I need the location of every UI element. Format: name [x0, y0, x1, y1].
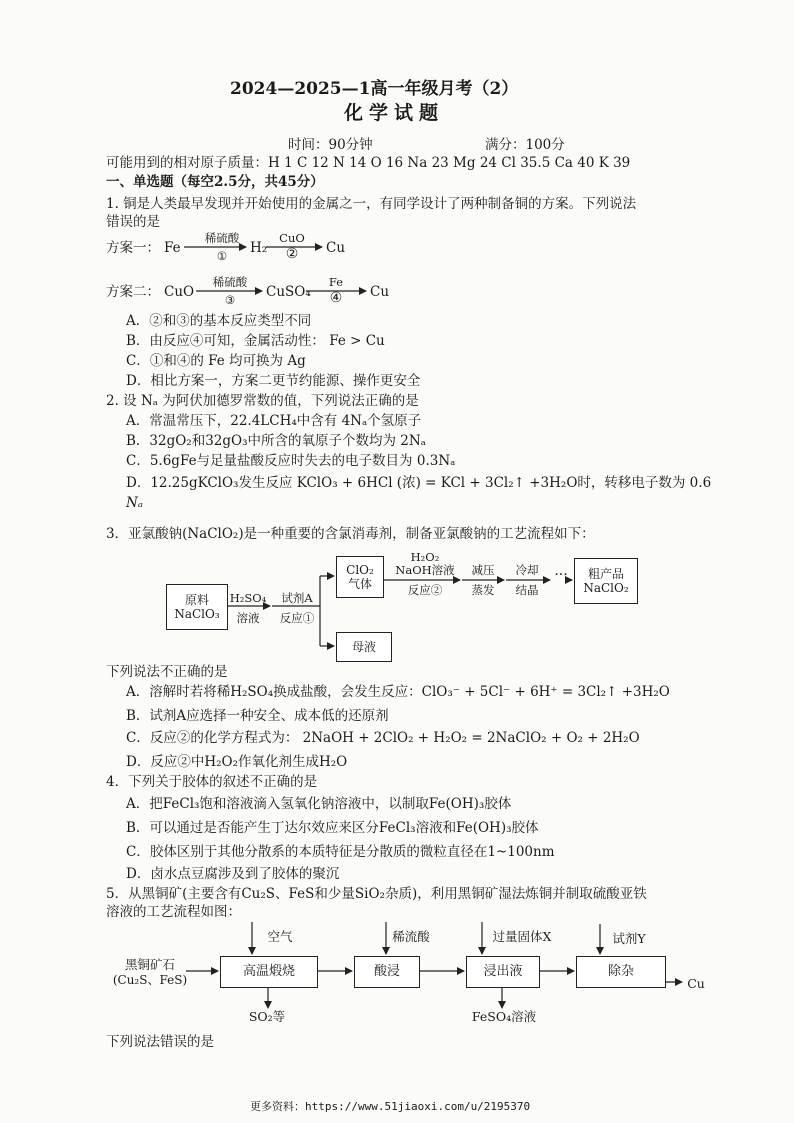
flow5-purify-label: 除杂	[607, 964, 634, 979]
flow-crystallize: 结晶	[515, 583, 539, 597]
q3-option-a: A．溶解时若将稀H₂SO₄换成盐酸，会发生反应：ClO₃⁻ + 5Cl⁻ + 6H⁺ = 3Cl₂↑ +3H₂O	[126, 684, 670, 700]
subject-title: 化学试题	[344, 102, 445, 124]
flow-raw-label: 原料	[184, 593, 209, 607]
q3-option-b: B．试剂A应选择一种安全、成本低的还原剂	[126, 708, 389, 724]
flow-naoh: NaOH溶液	[395, 563, 455, 577]
q4-option-d: D．卤水点豆腐涉及到了胶体的聚沉	[126, 866, 340, 882]
plan2-reagent2: Fe	[328, 275, 344, 289]
exam-score: 满分：100分	[485, 137, 565, 153]
flow-h2so4: H₂SO₄	[229, 591, 267, 605]
flow-mother-label: 母液	[351, 640, 376, 654]
q4-option-b: B．可以通过是否能产生丁达尔效应来区分FeCl₃溶液和Fe(OH)₃胶体	[126, 820, 539, 836]
plan2-cuso4: CuSO₄	[266, 284, 311, 300]
plan1-h2: H₂	[250, 240, 268, 256]
flow5-so2: SO₂等	[248, 1009, 286, 1024]
flow5-roast-label: 高温煅烧	[242, 964, 295, 979]
flow-reagent-a: 试剂A	[281, 591, 313, 605]
plan1-reagent1: 稀硫酸	[204, 231, 240, 245]
q3-sub: 下列说法不正确的是	[106, 664, 228, 680]
q3-stem: 3．亚氯酸钠(NaClO₂)是一种重要的含氯消毒剂，制备亚氯酸钠的工艺流程如下：	[106, 526, 595, 542]
flow-raw-formula: NaClO₃	[174, 607, 220, 621]
flow-cool: 冷却	[515, 563, 539, 577]
flow5-reagent-y: 试剂Y	[612, 931, 646, 946]
q1-option-c: C．①和④的 Fe 均可换为 Ag	[126, 353, 306, 369]
plan2-reagent1: 稀硫酸	[212, 275, 248, 289]
flow-reaction1: 反应①	[279, 611, 315, 625]
q1-option-d: D．相比方案一，方案二更节约能源、操作更安全	[126, 373, 421, 389]
plan1-fe: Fe	[164, 240, 181, 256]
q1-option-b: B．由反应④可知，金属活动性： Fe > Cu	[126, 333, 385, 349]
flow5-cu: Cu	[687, 976, 705, 991]
q3-option-c: C．反应②的化学方程式为： 2NaOH + 2ClO₂ + H₂O₂ = 2NaClO₂ + O₂ + 2H₂O	[126, 730, 640, 746]
q1-option-a: A．②和③的基本反应类型不同	[126, 313, 312, 329]
q2-option-d: D．12.25gKClO₃发生反应 KClO₃ + 6HCl (浓) = KCl + 3Cl₂↑ +3H₂O时，转移电子数为 0.6	[126, 475, 712, 491]
flow5-ore-formula: (Cu₂S、FeS)	[112, 973, 188, 987]
flow5-acid: 稀流酸	[392, 929, 430, 944]
footer-link[interactable]: 更多资料：https://www.51jiaoxi.com/u/2195370	[250, 1100, 531, 1113]
q2-option-d-cont: Nₐ	[126, 495, 143, 511]
q1-stem-cont: 错误的是	[106, 214, 160, 230]
flow5-ore-label: 黑铜矿石	[124, 957, 175, 972]
plan2-cuo: CuO	[164, 284, 195, 300]
section-heading: 一、单选题（每空2.5分，共45分）	[106, 174, 324, 190]
q2-stem: 2. 设 Nₐ 为阿伏加德罗常数的值，下列说法正确的是	[106, 393, 419, 409]
flow5-solid-x: 过量固体X	[492, 929, 552, 944]
flow-product-formula: NaClO₂	[583, 581, 629, 595]
plan2-label: 方案二：	[106, 284, 160, 300]
q2-option-a: A．常温常压下，22.4LCH₄中含有 4Nₐ个氢原子	[126, 413, 422, 429]
q2-option-c: C．5.6gFe与足量盐酸反应时失去的电子数目为 0.3Nₐ	[126, 453, 456, 469]
flow-product-label: 粗产品	[587, 567, 624, 581]
flow5-leachate-label: 浸出液	[483, 964, 523, 979]
q5-sub: 下列说法错误的是	[106, 1034, 214, 1050]
q4-option-c: C．胶体区别于其他分散系的本质特征是分散质的微粒直径在1~100nm	[126, 844, 555, 860]
q3-option-d: D．反应②中H₂O₂作氧化剂生成H₂O	[126, 754, 348, 770]
q5-stem-cont: 溶液的工艺流程如图：	[106, 904, 241, 920]
exam-time: 时间：90分钟	[288, 137, 373, 153]
flow5-feso4: FeSO₄溶液	[471, 1009, 537, 1024]
flow-evaporate: 蒸发	[471, 583, 495, 597]
flow5-air: 空气	[267, 929, 293, 944]
plan2-cu: Cu	[370, 284, 390, 300]
flow5-leach-label: 酸浸	[373, 964, 400, 979]
plan1-cu: Cu	[326, 240, 346, 256]
flow-solution: 溶液	[236, 611, 260, 625]
plan2-step1: ③	[224, 293, 236, 307]
q4-option-a: A．把FeCl₃饱和溶液滴入氢氧化钠溶液中，以制取Fe(OH)₃胶体	[126, 796, 512, 812]
atomic-masses: 可能用到的相对原子质量：H 1 C 12 N 14 O 16 Na 23 Mg 24 Cl 35.5 Ca 40 K 39	[106, 155, 631, 171]
plan1-step1: ①	[216, 249, 228, 263]
q5-stem: 5．从黑铜矿(主要含有Cu₂S、FeS和少量SiO₂杂质)，利用黑铜矿湿法炼铜并制取硫酸亚铁	[106, 886, 647, 902]
q1-stem: 1. 铜是人类最早发现并开始使用的金属之一，有同学设计了两种制备铜的方案。下列说法	[106, 196, 637, 212]
q4-stem: 4．下列关于胶体的叙述不正确的是	[106, 774, 318, 790]
plan1-label: 方案一：	[106, 240, 160, 256]
flow-reaction2: 反应②	[407, 583, 443, 597]
plan1-reagent2: CuO	[279, 231, 305, 245]
flow-dots: ···	[554, 567, 568, 583]
plan1-step2: ②	[285, 246, 299, 262]
exam-title: 2024—2025—1高一年级月考（2）	[230, 79, 519, 99]
plan2-step2: ④	[329, 290, 343, 306]
flow-reduced: 减压	[471, 563, 495, 577]
q2-option-b: B．32gO₂和32gO₃中所含的氧原子个数均为 2Nₐ	[126, 433, 426, 449]
flow-clo2-formula: ClO₂	[346, 563, 374, 577]
flow-clo2-gas: 气体	[347, 577, 372, 591]
flow-h2o2: H₂O₂	[410, 550, 440, 564]
